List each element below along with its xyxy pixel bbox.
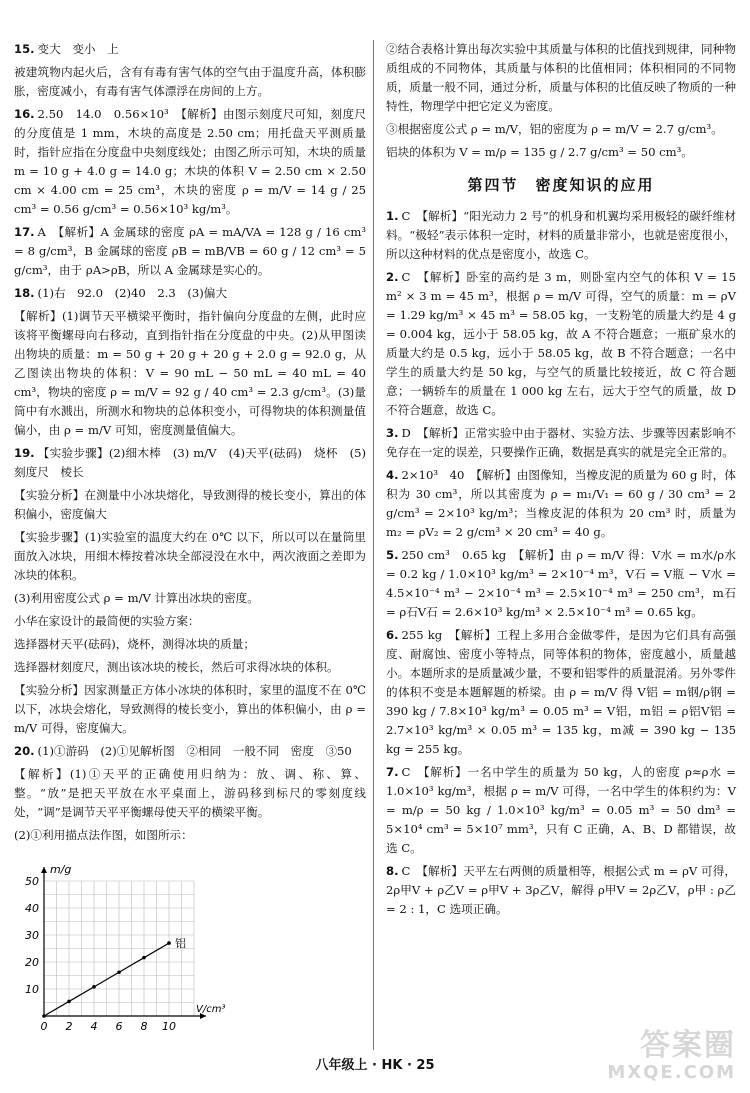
y-tick-label: 40: [25, 902, 39, 915]
answer-item: [14, 40, 366, 59]
watermark-bottom: MXQE.COM: [607, 1062, 736, 1083]
answer-text: A 【解析】A 金属球的密度 ρA = mA/VA = 128 g / 16 cm³ = 8 g/cm³，B 金属球的密度 ρB = mB/VB = 60 g / 12 cm³ = 5 g/cm³，由于 ρA>ρB，所以 A 金属球是实心的。: [14, 225, 366, 277]
data-point: [142, 956, 146, 960]
answer-text: 2×10³ 40 【解析】由图像知，当橡皮泥的质量为 60 g 时，体积为 30 cm³，所以其密度为 ρ = m₁/V₁ = 60 g / 30 cm³ = 2 g/cm³ = 2×10³ kg/m³；当橡皮泥的体积为 20 cm³ 时，质量为 m₂ = ρV₂ = 2 g/cm³ × 20 cm³ = 40 g。: [386, 468, 736, 539]
x-tick-label: 4: [90, 1020, 98, 1033]
column-divider: [373, 40, 374, 1050]
data-point: [42, 1014, 46, 1018]
answer-item: [386, 268, 736, 420]
answer-text: 2.50 14.0 0.56×10³ 【解析】由图示刻度尺可知，刻度尺的分度值是 1 mm，木块的高度是 2.50 cm；用托盘天平测质量时，指针应指在分度盘中央刻度线处；由图乙所示可知，木块的质量 m = 10 g + 4.0 g = 14.0 g；木块的体积 V = 2.50 cm × 2.50 cm × 4.00 cm = 25 cm³，木块的密度 ρ = m/V = 14 g / 25 cm³ = 0.56 g/cm³ = 0.56×10³ kg/m³。: [14, 107, 366, 216]
question-number: 16.: [14, 107, 35, 121]
question-number: 4.: [386, 468, 399, 482]
data-point: [117, 970, 121, 974]
y-tick-label: 20: [25, 956, 39, 969]
answer-item: [386, 862, 736, 919]
answer-item: [14, 307, 366, 440]
answer-text: 【解析】(1)①天平的正确使用归纳为：放、调、称、算、整。“放”是把天平放在水平桌面上，游码移到标尺的零刻度线处，“调”是调节天平平衡螺母使天平的横梁平衡。: [14, 767, 366, 819]
answer-item: [386, 207, 736, 264]
answer-item: [14, 742, 366, 761]
answer-item: [14, 528, 366, 585]
answer-item: [386, 424, 736, 462]
answer-text: 铝块的体积为 V = m/ρ = 135 g / 2.7 g/cm³ = 50 cm³。: [386, 145, 693, 159]
answer-item: [386, 40, 736, 116]
chart-svg: [14, 851, 226, 1041]
answer-text: 变大 变小 上: [37, 42, 119, 56]
answer-text: 250 cm³ 0.65 kg 【解析】由 ρ = m/V 得：V水 = m水/ρ水 = 0.2 kg / 1.0×10³ kg/m³ = 2×10⁻⁴ m³，V石 = V瓶 − V水 = 4.5×10⁻⁴ m³ − 2×10⁻⁴ m³ = 2.5×10⁻⁴ m³ = 250 cm³，m石 = ρ石V石 = 2.6×10³ kg/m³ × 2.5×10⁻⁴ m³ = 0.65 kg。: [386, 548, 736, 619]
answer-item: [386, 546, 736, 622]
answer-item: [14, 105, 366, 219]
answer-item: [386, 763, 736, 858]
x-tick-label: 0: [40, 1020, 48, 1033]
answer-text: 【实验分析】在测量中小冰块熔化，导致测得的棱长变小，算出的体积偏小，密度偏大: [14, 488, 366, 521]
answer-item: [14, 444, 366, 482]
y-tick-label: 50: [25, 875, 39, 888]
answer-item: [14, 765, 366, 822]
answer-text: (3)利用密度公式 ρ = m/V 计算出冰块的密度。: [14, 591, 259, 605]
answer-text: C 【解析】一名中学生的质量为 50 kg，人的密度 ρ≈ρ水 = 1.0×10³ kg/m³，根据 ρ = m/V 可得，一名中学生的体积约为：V = m/ρ = 50 kg / 1.0×10³ kg/m³ = 0.05 m³ = 50 dm³ = 5×10⁴ cm³ = 5×10⁷ mm³，只有 C 正确，A、B、D 都错误，故选 C。: [386, 765, 736, 855]
question-number: 18.: [14, 286, 35, 300]
answer-item: [386, 626, 736, 759]
answer-text: 【实验步骤】(2)细木棒 (3) m/V (4)天平(砝码) 烧杯 (5)刻度尺 棱长: [14, 446, 366, 479]
answer-item: [14, 284, 366, 303]
answer-text: 255 kg 【解析】工程上多用合金做零件，是因为它们具有高强度、耐腐蚀、密度小等特点，同等体积的物体，密度越小，质量越小。本题所求的是质量减少量，不要和铝零件的质量混淆。另外零件的体积不变是本题解题的桥梁。由 ρ = m/V 得 V铝 = m钢/ρ钢 = 390 kg / 7.8×10³ kg/m³ = 0.05 m³ = V铝，m铝 = ρ铝V铝 = 2.7×10³ kg/m³ × 0.05 m³ = 135 kg，m减 = 390 kg − 135 kg = 255 kg。: [386, 628, 736, 756]
answer-item: [14, 589, 366, 608]
answer-item: [14, 658, 366, 677]
answer-text: (2)①利用描点法作图，如图所示：: [14, 828, 193, 842]
x-axis-label: V/cm³: [196, 1004, 226, 1015]
x-tick-label: 2: [65, 1020, 73, 1033]
section-title: 第四节 密度知识的应用: [467, 176, 655, 194]
question-number: 7.: [386, 765, 399, 779]
left-column: [14, 40, 366, 1047]
question-number: 15.: [14, 42, 35, 56]
answer-item: [14, 681, 366, 738]
y-tick-label: 10: [25, 983, 39, 996]
question-number: 20.: [14, 744, 35, 758]
left-items: [14, 40, 366, 845]
answer-item: [14, 223, 366, 280]
answer-item: [386, 120, 736, 139]
y-axis-label: m/g: [50, 863, 72, 876]
answer-text: 【解析】(1)调节天平横梁平衡时，指针偏向分度盘的左侧，此时应该将平衡螺母向右移动，直到指针指在分度盘的中央。(2)从甲图读出物块的质量：m = 50 g + 20 g + 20 g + 2.0 g = 92.0 g，从乙图读出物块的体积：V = 90 mL − 50 mL = 40 mL = 40 cm³，物块的密度 ρ = m/V = 92 g / 40 cm³ = 2.3 g/cm³。(3)量筒中有水溅出，所测水和物块的总体积变小，可得物块的体积测量值偏小，由 ρ = m/V 可知，密度测量值偏大。: [14, 309, 366, 437]
answer-text: ③根据密度公式 ρ = m/V，铝的密度为 ρ = m/V = 2.7 g/cm³。: [386, 122, 723, 136]
answer-text: 选择器材刻度尺，测出该冰块的棱长，然后可求得冰块的体积。: [14, 660, 339, 674]
question-number: 6.: [386, 628, 399, 642]
data-point: [92, 985, 96, 989]
answer-text: (1)右 92.0 (2)40 2.3 (3)偏大: [37, 286, 227, 300]
answer-text: D 【解析】正常实验中由于器材、实验方法、步骤等因素影响不免存在一定的误差，只要操作正确，数据是真实的就是完全正常的。: [386, 426, 736, 459]
answer-text: 小华在家设计的最简便的实验方案：: [14, 614, 200, 628]
series-label-aluminum: 铝: [175, 937, 186, 951]
x-tick-label: 10: [162, 1020, 176, 1033]
right-column: [386, 40, 736, 923]
question-number: 2.: [386, 270, 399, 284]
question-number: 19.: [14, 446, 35, 460]
answer-item: [14, 612, 366, 631]
right-bottom-items: [386, 207, 736, 919]
answer-item: [14, 635, 366, 654]
watermark-logo: [586, 1030, 736, 1086]
question-number: 5.: [386, 548, 399, 562]
data-point: [167, 941, 171, 945]
y-axis-arrow: [41, 867, 47, 873]
x-tick-label: 6: [115, 1020, 123, 1033]
question-number: 8.: [386, 864, 399, 878]
answer-item: [386, 466, 736, 542]
right-top-items: [386, 40, 736, 162]
answer-text: C 【解析】卧室的高约是 3 m，则卧室内空气的体积 V = 15 m² × 3 m = 45 m³，根据 ρ = m/V 可得，空气的质量：m = ρV = 1.29 kg/m³ × 45 m³ = 58.05 kg，一支粉笔的质量大约是 4 g = 0.004 kg，远小于 58.05 kg，故 A 不符合题意；一瓶矿泉水的质量大约是 0.5 kg，远小于 58.05 kg，故 B 不符合题意；一名中学生的质量大约是 50 kg，与空气的质量比较接近，故 C 符合题意；一辆轿车的质量在 1 000 kg 左右，远大于空气的质量，故 D 不符合题意，故选 C。: [386, 270, 736, 417]
question-number: 17.: [14, 225, 35, 239]
answer-item: [14, 63, 366, 101]
y-tick-label: 30: [25, 929, 39, 942]
answer-text: (1)①游码 (2)①见解析图 ②相同 一般不同 密度 ③50: [37, 744, 352, 758]
question-number: 1.: [386, 209, 399, 223]
watermark-top: 答案圈: [640, 1028, 736, 1063]
question-number: 3.: [386, 426, 399, 440]
answer-text: C 【解析】天平左右两侧的质量相等，根据公式 m = ρV 可得，2ρ甲V + ρ乙V = ρ甲V + 3ρ乙V，解得 ρ甲V = 2ρ乙V，ρ甲 : ρ乙 = 2 : 1，C 选项正确。: [386, 864, 736, 916]
answer-text: 选择器材天平(砝码)，烧杯，测得冰块的质量；: [14, 637, 255, 651]
mass-volume-chart: [14, 851, 366, 1047]
x-tick-label: 8: [140, 1020, 148, 1033]
answer-text: C 【解析】“阳光动力 2 号”的机身和机翼均采用极轻的碳纤维材料。“极轻”表示体积一定时，材料的质量非常小，也就是密度很小，所以这种材料的优点是密度小，故选 C。: [386, 209, 736, 261]
answer-text: ②结合表格计算出每次实验中其质量与体积的比值找到规律，同种物质组成的不同物体，其质量与体积的比值相同；体积相同的不同物质，质量一般不同，通过分析，质量与体积的比值反映了物质的一种特性，物理学中把它定义为密度。: [386, 42, 736, 113]
answer-item: [386, 143, 736, 162]
answer-text: 被建筑物内起火后，含有有毒有害气体的空气由于温度升高，体积膨胀，密度减小，有毒有害气体漂浮在房间的上方。: [14, 65, 366, 98]
answer-text: 【实验步骤】(1)实验室的温度大约在 0℃ 以下，所以可以在量筒里面放入冰块，用细木棒按着冰块全部浸没在水中，两次液面之差即为冰块的体积。: [14, 530, 366, 582]
answer-text: 【实验分析】因家测量正方体小冰块的体积时，家里的温度不在 0℃ 以下，冰块会熔化，导致测得的棱长变小，算出的体积偏小，由 ρ = m/V 可得，密度偏大。: [14, 683, 366, 735]
page-footer: 八年级上 · HK · 25: [315, 1058, 435, 1073]
answer-item: [14, 486, 366, 524]
data-point: [67, 1000, 71, 1004]
answer-item: [14, 826, 366, 845]
